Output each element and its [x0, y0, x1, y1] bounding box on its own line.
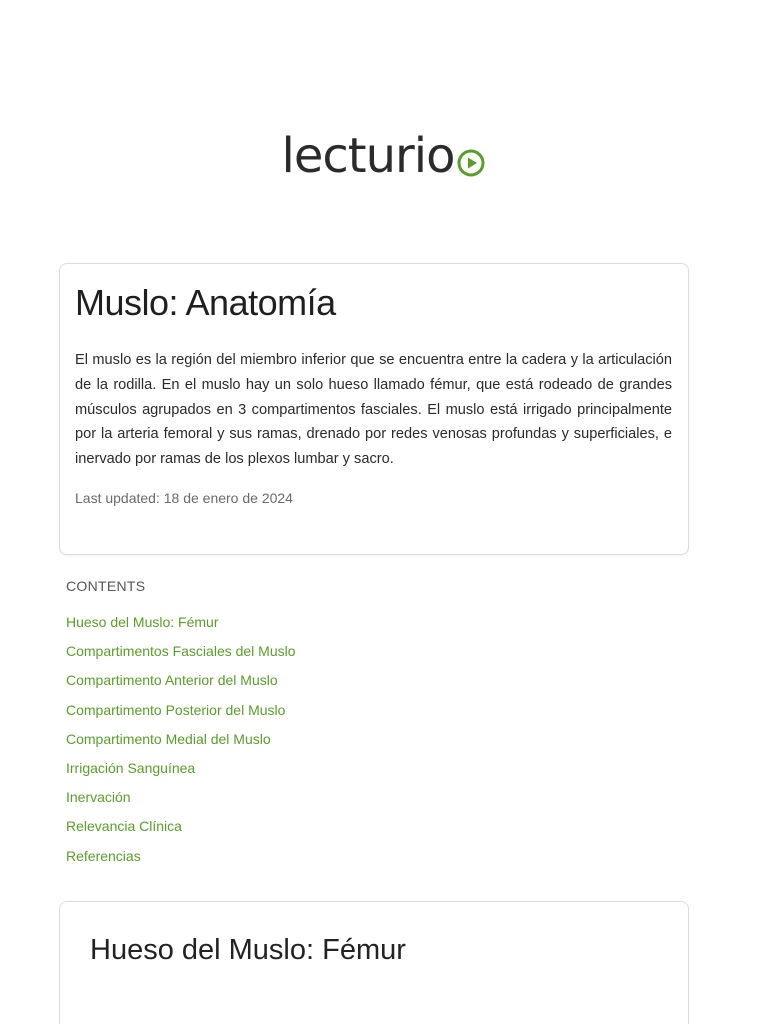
toc-list	[66, 612, 686, 875]
header	[0, 128, 768, 184]
toc-link-compartimentos-fasciales[interactable]: Compartimentos Fasciales del Muslo	[66, 643, 296, 660]
table-of-contents	[66, 578, 686, 875]
toc-link-inervacion[interactable]: Inervación	[66, 789, 131, 806]
toc-item	[66, 758, 686, 787]
toc-link-relevancia-clinica[interactable]: Relevancia Clínica	[66, 818, 182, 835]
play-circle-icon	[456, 148, 486, 178]
toc-link-referencias[interactable]: Referencias	[66, 847, 141, 864]
toc-link-compartimento-anterior[interactable]: Compartimento Anterior del Muslo	[66, 672, 278, 689]
toc-item	[66, 670, 686, 699]
page-title: Muslo: Anatomía	[75, 282, 336, 323]
toc-item	[66, 846, 686, 875]
lecturio-logo[interactable]	[281, 128, 487, 184]
section-title: Hueso del Muslo: Fémur	[90, 934, 406, 966]
toc-link-compartimento-medial[interactable]: Compartimento Medial del Muslo	[66, 730, 271, 747]
section-card-femur	[59, 901, 689, 1024]
toc-link-compartimento-posterior[interactable]: Compartimento Posterior del Muslo	[66, 701, 286, 718]
toc-item	[66, 641, 686, 670]
toc-item	[66, 729, 686, 758]
toc-link-hueso-del-muslo[interactable]: Hueso del Muslo: Fémur	[66, 614, 219, 630]
toc-item	[66, 700, 686, 729]
article-summary-card	[59, 263, 689, 555]
toc-link-irrigacion-sanguinea[interactable]: Irrigación Sanguínea	[66, 759, 196, 776]
article-summary: El muslo es la región del miembro inferior que se encuentra entre la cadera y la articulación de la rodilla. En el muslo hay un solo hueso llamado fémur, que está rodeado de grandes músculos agrupados en 3 compartimentos fasciales. El muslo está irrigado principalmente por la arteria femoral y sus ramas, drenado por redes venosas profundas y superficiales, e inervado por ramas de los plexos lumbar y sacro.	[75, 352, 672, 468]
toc-item	[66, 816, 686, 845]
contents-heading: CONTENTS	[66, 578, 146, 594]
logo-text: lecturio	[281, 128, 455, 184]
toc-item	[66, 612, 686, 641]
last-updated: Last updated: 18 de enero de 2024	[75, 489, 293, 506]
toc-item	[66, 787, 686, 816]
